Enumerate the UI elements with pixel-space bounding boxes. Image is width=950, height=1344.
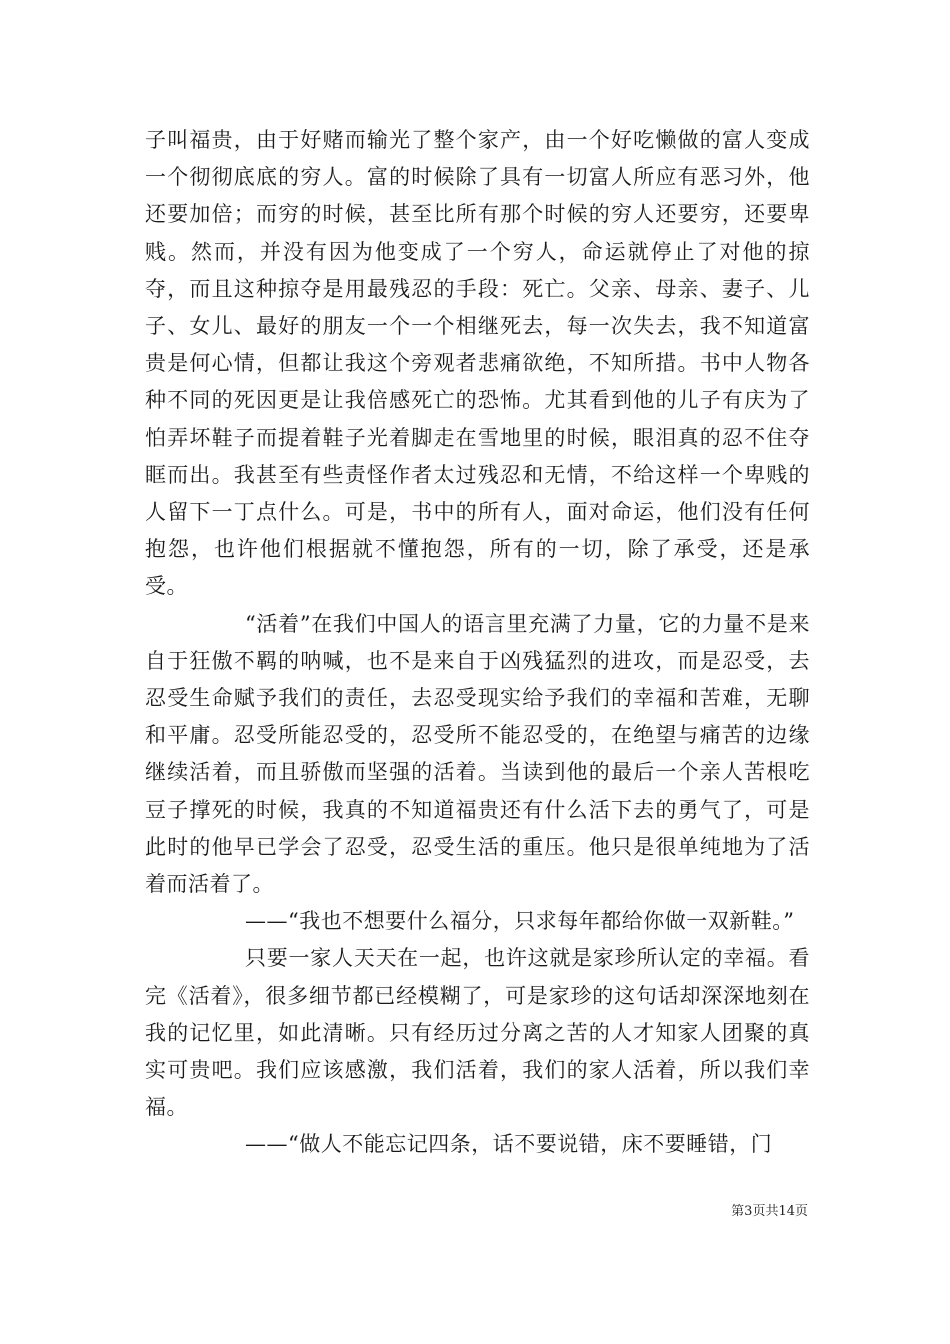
quote-four-rules: ——“做人不能忘记四条，话不要说错，床不要睡错，门: [245, 1132, 773, 1157]
quote-new-shoes: ——“我也不想要什么福分，只求每年都给你做一双新鞋。”: [245, 909, 795, 934]
paragraph-meaning-of-living: “活着”在我们中国人的语言里充满了力量，它的力量不是来自于狂傲不羁的呐喊，也不是来自于凶残猛烈的进攻，而是忍受，去忍受生命赋予我们的责任，去忍受现实给予我们的幸福和苦难，无聊和平庸。忍受所能忍受的，忍受所不能忍受的，在绝望与痛苦的边缘继续活着，而且骄傲而坚强的活着。当读到他的最后一个亲人苦根吃豆子撑死的时候，我真的不知道福贵还有什么活下去的勇气了，可是此时的他早已学会了忍受，忍受生活的重压。他只是很单纯地为了活着而活着了。: [145, 611, 810, 897]
document-body: [145, 122, 810, 1164]
page-number-footer: 第3页共14页: [731, 1204, 808, 1219]
paragraph-family-happiness: 只要一家人天天在一起，也许这就是家珍所认定的幸福。看完《活着》，很多细节都已经模糊了，可是家珍的这句话却深深地刻在我的记忆里，如此清晰。只有经历过分离之苦的人才知家人团聚的真实可贵吧。我们应该感激，我们活着，我们的家人活着，所以我们幸福。: [145, 946, 810, 1120]
paragraph-fugui-fate: 子叫福贵，由于好赌而输光了整个家产，由一个好吃懒做的富人变成一个彻彻底底的穷人。富的时候除了具有一切富人所应有恶习外，他还要加倍；而穷的时候，甚至比所有那个时候的穷人还要穷，还要卑贱。然而，并没有因为他变成了一个穷人，命运就停止了对他的掠夺，而且这种掠夺是用最残忍的手段：死亡。父亲、母亲、妻子、儿子、女儿、最好的朋友一个一个相继死去，每一次失去，我不知道富贵是何心情，但都让我这个旁观者悲痛欲绝，不知所措。书中人物各种不同的死因更是让我倍感死亡的恐怖。尤其看到他的儿子有庆为了怕弄坏鞋子而提着鞋子光着脚走在雪地里的时候，眼泪真的忍不住夺眶而出。我甚至有些责怪作者太过残忍和无情，不给这样一个卑贱的人留下一丁点什么。可是，书中的所有人，面对命运，他们没有任何抱怨，也许他们根据就不懂抱怨，所有的一切，除了承受，还是承受。: [145, 128, 810, 599]
